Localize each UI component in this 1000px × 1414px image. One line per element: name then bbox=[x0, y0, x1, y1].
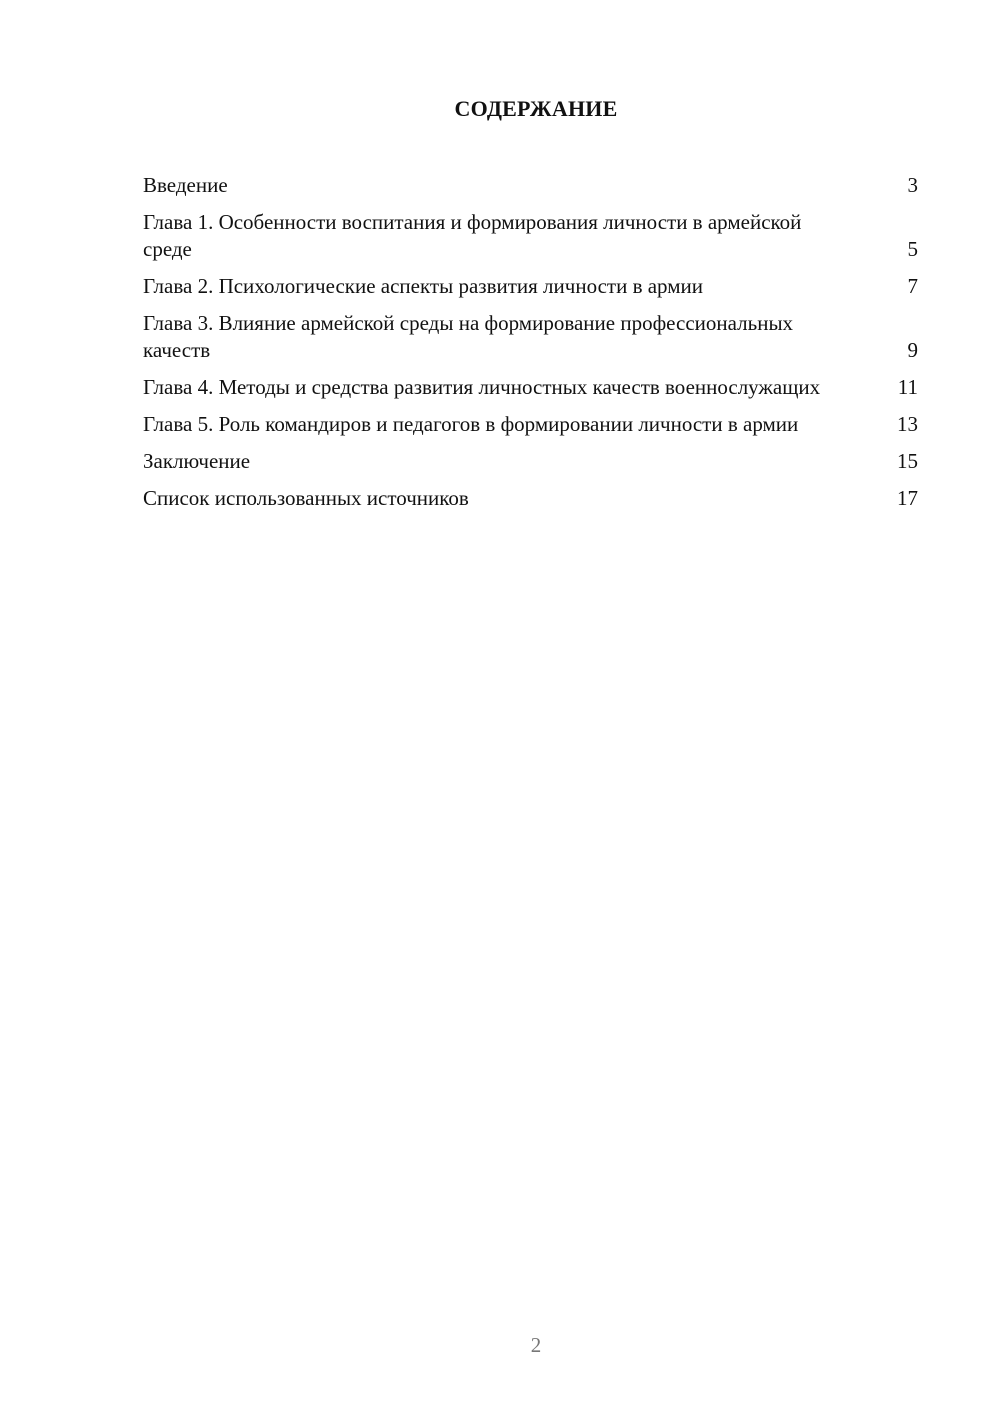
toc-entry-page: 5 bbox=[907, 237, 918, 261]
toc-entry-conclusion bbox=[143, 448, 918, 475]
toc-entry-page: 15 bbox=[897, 449, 918, 473]
toc-entry-chapter-5 bbox=[143, 411, 918, 438]
toc-entry-page: 17 bbox=[897, 486, 918, 510]
toc-entry-introduction bbox=[143, 172, 918, 199]
toc-entry-text: Глава 5. Роль командиров и педагогов в формировании личности в армии bbox=[143, 412, 799, 436]
toc-entry-page: 9 bbox=[907, 338, 918, 362]
toc-entry-text: Глава 3. Влияние армейской среды на формирование профессиональных качеств bbox=[143, 311, 794, 362]
toc-title: СОДЕРЖАНИЕ bbox=[454, 96, 618, 121]
toc-entry-page: 13 bbox=[897, 412, 918, 436]
toc-entry-text: Глава 2. Психологические аспекты развития личности в армии bbox=[143, 274, 704, 298]
page-number: 2 bbox=[530, 1333, 542, 1357]
table-of-contents bbox=[143, 172, 918, 522]
toc-entry-page: 7 bbox=[907, 274, 918, 298]
toc-entry-chapter-3 bbox=[143, 310, 918, 364]
toc-entry-references bbox=[143, 485, 918, 512]
toc-entry-text: Список использованных источников bbox=[143, 486, 469, 510]
toc-entry-page: 11 bbox=[897, 375, 918, 399]
toc-entry-text: Заключение bbox=[143, 449, 251, 473]
toc-entry-text: Глава 1. Особенности воспитания и формирования личности в армейской среде bbox=[143, 210, 802, 261]
toc-entry-text: Введение bbox=[143, 173, 228, 197]
toc-entry-text: Глава 4. Методы и средства развития личностных качеств военнослужащих bbox=[143, 375, 821, 399]
toc-entry-chapter-2 bbox=[143, 273, 918, 300]
toc-entry-page: 3 bbox=[907, 173, 918, 197]
toc-entry-chapter-4 bbox=[143, 374, 918, 401]
toc-entry-chapter-1 bbox=[143, 209, 918, 263]
